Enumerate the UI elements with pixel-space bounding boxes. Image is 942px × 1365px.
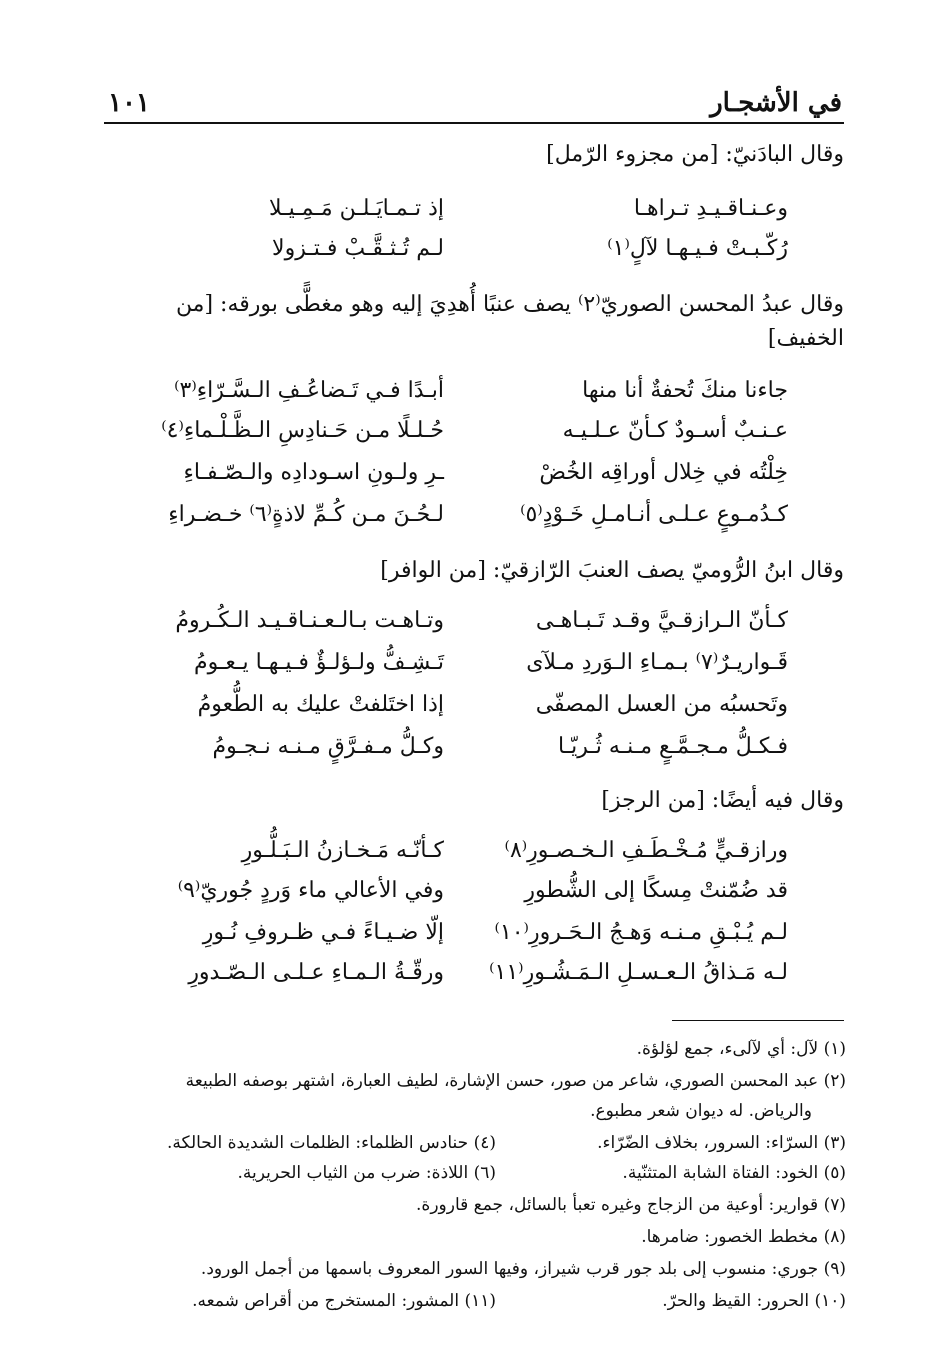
first-hemistich: لـه مَـذاقُ الـعـسـلِ الـمَـشُـورِ⁽١١⁾: [489, 960, 788, 985]
footnote: (١) لآل: أي لآلىء، جمع لؤلؤة.: [636, 1039, 846, 1059]
verse-line: [104, 692, 844, 728]
verse-line: [104, 196, 844, 232]
verse-line: [104, 236, 844, 272]
footnote: (٤) حنادس الظلماء: الظلمات الشديدة الحالكة.: [167, 1133, 496, 1153]
footnote: (٦) اللاذة: ضرب من الثياب الحريرية.: [237, 1163, 496, 1183]
header-divider: [104, 122, 844, 124]
second-hemistich: كـأنّـه مَـخـازنُ الـبَـلُّـورِ: [241, 838, 444, 863]
footnote: (٥) الخود: الفتاة الشابة المتثنّية.: [622, 1163, 846, 1183]
intro-line: وقال عبدُ المحسن الصوريّ⁽٢⁾ يصف عنبًا أُهدِيَ إليه وهو مغطًّى بورقه: [من: [175, 292, 844, 317]
first-hemistich: ورازقـيٍّ مُـخْـطَـفِ الـخـصـورِ⁽٨⁾: [504, 838, 788, 863]
verse-line: [104, 502, 844, 538]
verse-line: [104, 920, 844, 956]
intro-line: وقال البادَنيّ: [من مجزوء الرّمل]: [546, 142, 844, 167]
first-hemistich: جاءنا منكَ تُحفةٌ أنا منها: [582, 378, 788, 403]
footnote: (٧) قوارير: أوعية من الزجاج وغيره تعبأ بالسائل، جمع قارورة.: [416, 1195, 846, 1215]
second-hemistich: أبـدًا فـي تَـضاعُـفِ الـسَّـرّاءِ⁽٣⁾: [174, 378, 444, 403]
second-hemistich: ورقّـةُ الـمـاءِ عـلـى الـصّـدورِ: [188, 960, 444, 985]
first-hemistich: قد ضُمّنتْ مِسكًا إلى الشُّطورِ: [524, 878, 788, 903]
first-hemistich: فـكـلُّ مـجـمَّـعٍ مـنـه ثُـريّـا: [557, 734, 788, 759]
second-hemistich: وكـلُّ مـفـرَّقٍ مـنـه نـجـومُ: [212, 734, 444, 759]
second-hemistich: إذا اختَلفتْ عليك به الطُّعومُ: [197, 692, 444, 717]
first-hemistich: عـنـبٌ أسـودٌ كـأنّ عـلـيـه: [562, 418, 788, 443]
verse-line: [104, 418, 844, 454]
first-hemistich: رُكّـبـتْ فـيـهـا لآلٍ⁽١⁾: [607, 236, 788, 261]
intro-line-continued: الخفيف]: [767, 326, 844, 351]
second-hemistich: لـم تُـثـقَّـبْ فـتـزولا: [272, 236, 444, 261]
footnote-row: [101, 1160, 846, 1186]
verse-line: [104, 960, 844, 996]
running-header-title: في الأشجـار: [710, 88, 842, 118]
first-hemistich: خِلْتُه في خِلال أوراقِه الخُضْ: [539, 460, 788, 485]
second-hemistich: وفي الأعالي ماء وَردٍ جُوريّ⁽٩⁾: [177, 878, 444, 903]
intro-line: وقال فيه أيضًا: [من الرجز]: [601, 788, 844, 813]
second-hemistich: حُـلـلًا مـن حَـنادِسِ الـظَّـلْـماءِ⁽٤⁾: [161, 418, 444, 443]
second-hemistich: ـرِ ولـونِ اسـودادِه والـصّـفـاءِ: [183, 460, 444, 485]
footnote: (٨) مخطط الخصور: ضامرها.: [641, 1227, 846, 1247]
footnote: (١٠) الحرور: القيظ والحرّ.: [662, 1291, 846, 1311]
first-hemistich: قَـواريـرٌ⁽٧⁾ بـمـاءِ الـوَردِ مـلآى: [526, 650, 788, 675]
first-hemistich: وتَحسبُه من العسل المصفّى: [535, 692, 788, 717]
footnote-continued: والرياض. له ديوان شعر مطبوع.: [590, 1101, 812, 1121]
footnote: (٣) السرّاء: السرور، بخلاف الضّرّاء.: [597, 1133, 846, 1153]
verse-line: [104, 734, 844, 770]
intro-line: وقال ابنُ الرُّوميّ يصف العنبَ الرّازقيّ: [من الوافر]: [380, 558, 844, 583]
first-hemistich: كـدُمـوعٍ عـلـى أنـامـلِ خَـوْدٍ⁽٥⁾: [520, 502, 788, 527]
second-hemistich: وتـاهـت بـالـعـنـاقـيـد الـكُـرومُ: [175, 608, 444, 633]
second-hemistich: إلّا ضـيـاءً فـي ظـروفِ نُـورِ: [202, 920, 444, 945]
first-hemistich: كـأنّ الـرازقـيَّ وقـد تَـبـاهـى: [535, 608, 788, 633]
first-hemistich: لـم يُـبْـقِ مـنـه وَهـجُ الـحَـرورِ⁽١٠⁾: [494, 920, 788, 945]
verse-line: [104, 878, 844, 914]
footnote: (١١) المشور: المستخرج من أقراص شمعه.: [192, 1291, 496, 1311]
page-number: ١٠١: [108, 88, 150, 118]
footnote: (٢) عبد المحسن الصوري، شاعر من صور، حسن الإشارة، لطيف العبارة، اشتهر بوصفه الطبيعة: [185, 1071, 846, 1091]
verse-line: [104, 838, 844, 874]
verse-line: [104, 460, 844, 496]
second-hemistich: إذ تـمـايَـلـن مَـمِـيـلا: [269, 196, 444, 221]
footnote-divider: [672, 1020, 844, 1021]
first-hemistich: وعـنـاقـيـدِ تـراهـا: [633, 196, 788, 221]
second-hemistich: تَـشِـفُّ ولـؤلـؤٌ فـيـهـا يـعـومُ: [194, 650, 444, 675]
footnote-row: [101, 1130, 846, 1156]
verse-line: [104, 608, 844, 644]
verse-line: [104, 650, 844, 686]
footnote-row: [101, 1288, 846, 1314]
verse-line: [104, 378, 844, 414]
second-hemistich: لـحُـنَ مـن كُـمِّ لاذةٍ⁽٦⁾ خـضـراءِ: [168, 502, 444, 527]
footnote: (٩) جوري: منسوب إلى بلد جور قرب شيراز، وفيها السور المعروف باسمها من أجمل الورود.: [200, 1259, 846, 1279]
